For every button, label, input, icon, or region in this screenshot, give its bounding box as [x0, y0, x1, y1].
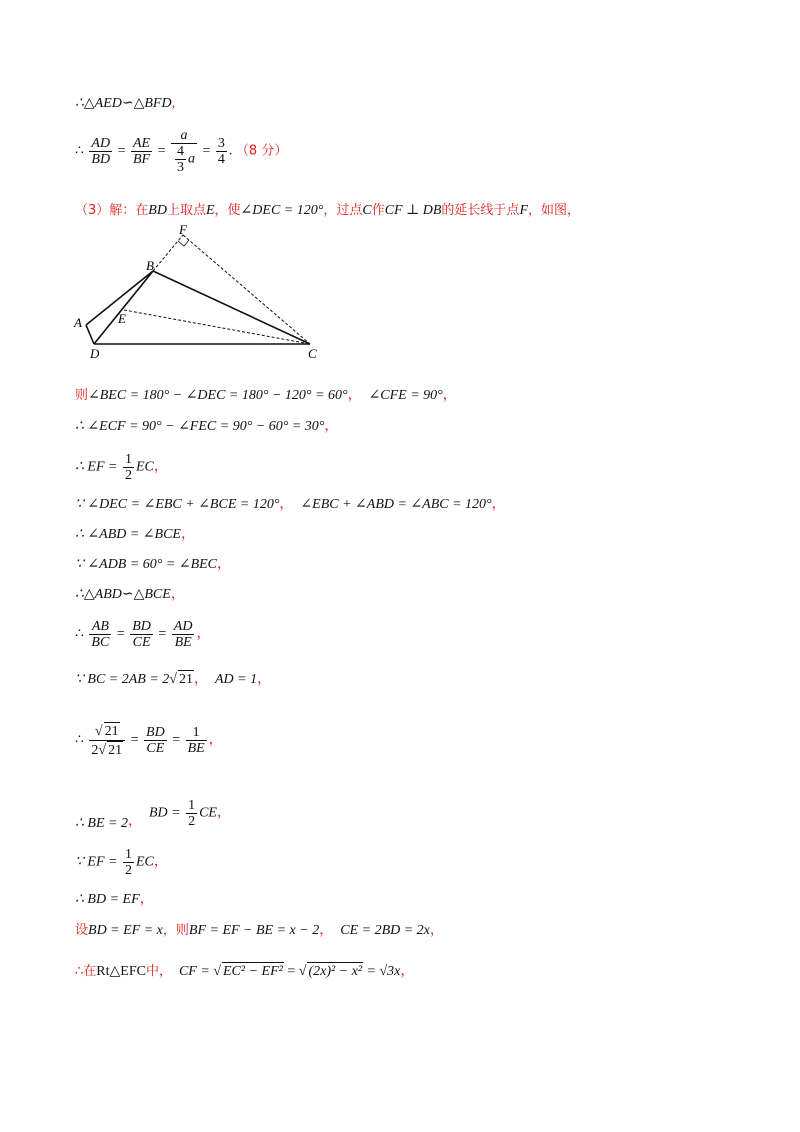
- numerator: a: [171, 128, 197, 144]
- text: 则: [75, 388, 89, 403]
- therefore-symbol: ∴: [75, 143, 84, 159]
- denominator: 4: [217, 152, 225, 167]
- line-part3-intro: [75, 202, 580, 220]
- punct: ，: [170, 587, 185, 602]
- punct: ，: [319, 923, 334, 938]
- math: Rt△EFC: [96, 964, 146, 979]
- fraction: [186, 798, 197, 829]
- punct: ，: [217, 557, 232, 572]
- math: BD: [148, 203, 167, 218]
- segment-FC-dashed: [183, 235, 310, 344]
- fraction: [89, 619, 111, 650]
- text: 设: [75, 923, 89, 938]
- punct: ,: [171, 96, 176, 111]
- math: EC: [135, 459, 154, 475]
- nested-fraction: [175, 144, 186, 175]
- math: =: [287, 964, 296, 979]
- math: ∵ ∠DEC = ∠EBC + ∠BCE = 120°: [75, 497, 280, 512]
- punct: ，: [193, 672, 208, 687]
- text: 上取点: [166, 203, 206, 218]
- segment-DB: [94, 271, 153, 344]
- fraction: [186, 725, 207, 756]
- therefore-symbol: ∴: [75, 732, 84, 748]
- label-A: A: [74, 315, 82, 330]
- numerator: √ 21: [89, 722, 125, 741]
- math: ∠EBC + ∠ABD = ∠ABC = 120°: [300, 497, 492, 512]
- line-ratio-1: ∴ $\frac{AD}{BD}$ = $\frac{AE}{BF}$ = a $\frac{4}{3}$ a = $\frac{3}{4}$ . （8 分）: [75, 128, 288, 175]
- text: ，使: [214, 203, 241, 218]
- math: CE: [199, 805, 217, 821]
- punct: .: [228, 143, 233, 159]
- numerator: 3: [217, 136, 225, 151]
- fraction: [172, 619, 195, 650]
- text: ，过点: [323, 203, 363, 218]
- math: BF = EF − BE = x − 2: [188, 923, 320, 938]
- punct: ，: [153, 854, 168, 870]
- math: ∠BEC = 180° − ∠DEC = 180° − 120° = 60°: [88, 388, 348, 403]
- line-ef-half-ec-2: [75, 847, 168, 878]
- radicand: (2x)² − x²: [308, 964, 363, 979]
- label-E: E: [118, 311, 126, 326]
- math: CF =: [178, 964, 210, 979]
- right-angle-mark: [178, 240, 189, 246]
- numerator: AB: [89, 619, 111, 635]
- denominator: CE: [132, 635, 151, 650]
- punct: ，: [347, 388, 362, 403]
- text: ，如图，: [528, 203, 581, 218]
- text: 中，: [145, 964, 172, 979]
- math: BD =: [148, 805, 181, 821]
- math: ∠CFE = 90°: [368, 388, 443, 403]
- line-ef-half-ec: [75, 452, 168, 483]
- denominator: 3: [177, 160, 185, 175]
- numerator: 1: [124, 452, 132, 467]
- segment-AD: [86, 325, 94, 344]
- label-F: F: [179, 222, 187, 237]
- punct: ，: [139, 892, 154, 907]
- fraction: [130, 619, 153, 650]
- punct: ，: [153, 459, 168, 475]
- numerator: 1: [188, 798, 196, 813]
- line-similar-1: [75, 95, 175, 113]
- denominator: BE: [174, 635, 192, 650]
- text: 作: [371, 203, 385, 218]
- fraction: [89, 136, 112, 167]
- math: ∴ BD = EF: [75, 892, 140, 907]
- text: 的延长线于点: [441, 203, 520, 218]
- denominator: [171, 144, 197, 175]
- line-be-value: [75, 798, 231, 829]
- math: ∴ EF =: [75, 459, 118, 475]
- radicand: 21: [108, 743, 123, 758]
- text: （3）解：在: [75, 203, 149, 218]
- text: ，则: [162, 923, 189, 938]
- math: ∵ BC = 2AB = 2: [75, 672, 170, 687]
- line-bc-value: [75, 670, 271, 689]
- math: ∠DEC = 120°: [240, 203, 324, 218]
- punct: ，: [279, 497, 294, 512]
- math: F: [519, 203, 528, 218]
- math: EC: [135, 854, 154, 870]
- math: BD = EF = x: [88, 923, 163, 938]
- punct: ，: [257, 672, 272, 687]
- fraction: [123, 847, 134, 878]
- math: ∴ BE = 2: [75, 815, 128, 831]
- math: ∴ ∠ECF = 90° − ∠FEC = 90° − 60° = 30°: [75, 419, 325, 434]
- fraction: [216, 136, 227, 167]
- punct: ，: [216, 805, 231, 821]
- therefore-symbol: ∴: [75, 626, 84, 642]
- numerator: 4: [177, 144, 185, 159]
- denominator: 2: [124, 863, 132, 878]
- numerator: AD: [173, 619, 193, 634]
- radical: √ EC² − EF²: [213, 964, 283, 979]
- score-note: （8 分）: [235, 143, 288, 159]
- math: C: [362, 203, 372, 218]
- math: AD = 1: [214, 672, 258, 687]
- math-text: ∴△AED∽△BFD: [75, 96, 172, 111]
- fraction: [123, 452, 134, 483]
- numerator: AE: [133, 136, 151, 151]
- coefficient: 2: [91, 743, 99, 758]
- segment-BF-dashed: [153, 235, 183, 271]
- numerator: 1: [124, 847, 132, 862]
- punct: ，: [180, 527, 195, 542]
- math: = √3x: [366, 964, 401, 979]
- denominator: 2: [124, 468, 132, 483]
- numerator: BD: [132, 619, 151, 634]
- segment-EC-dashed: [124, 310, 310, 344]
- geometry-figure: [70, 222, 330, 362]
- variable: a: [188, 151, 196, 167]
- line-bd-eq-ef: [75, 891, 154, 909]
- line-angle-abd: [75, 526, 195, 544]
- radical: √ 21: [169, 672, 193, 687]
- math: E: [205, 203, 215, 218]
- math: ∵ EF =: [75, 854, 118, 870]
- line-angle-ecf: [75, 418, 338, 436]
- text: ∴在: [75, 964, 97, 979]
- radical: √ (2x)² − x²: [298, 964, 363, 979]
- line-let-x: [75, 922, 444, 940]
- punct: ，: [127, 813, 142, 829]
- fraction: [89, 722, 125, 759]
- radicand: 21: [104, 724, 119, 739]
- punct: ，: [429, 923, 444, 938]
- line-cf-value: [75, 962, 414, 981]
- denominator: 2: [188, 814, 196, 829]
- punct: ，: [442, 388, 457, 403]
- fraction: [171, 128, 197, 175]
- numerator: AD: [91, 136, 111, 151]
- punct: ，: [208, 732, 223, 748]
- denominator: BD: [91, 152, 111, 167]
- radicand: 21: [178, 672, 193, 687]
- fraction: [144, 725, 167, 756]
- line-angle-adb: [75, 556, 231, 574]
- numerator: BD: [146, 725, 165, 740]
- radicand: EC² − EF²: [223, 964, 283, 979]
- math: ∴ ∠ABD = ∠BCE: [75, 527, 181, 542]
- punct: ，: [324, 419, 339, 434]
- line-ratio-3: ∴ $\frac{√ 21}{2√ 21}$ = $\frac{BD}{CE}$ = $\frac{1}{BE}$ ，: [75, 724, 223, 758]
- math: ∵ ∠ADB = 60° = ∠BEC: [75, 557, 218, 572]
- math: ∴△ABD∽△BCE: [75, 587, 171, 602]
- segment-BC: [153, 271, 310, 344]
- denominator: BC: [91, 635, 110, 650]
- line-similar-2: [75, 586, 185, 604]
- math: CE = 2BD = 2x: [340, 923, 430, 938]
- punct: ，: [491, 497, 506, 512]
- denominator: BE: [187, 741, 205, 756]
- denominator: BF: [133, 152, 151, 167]
- label-B: B: [146, 258, 154, 273]
- denominator: 2√ 21: [91, 743, 123, 758]
- fraction: [131, 136, 152, 167]
- line-ratio-2: ∴ $\frac{AB}{BC}$ = $\frac{BD}{CE}$ = $\frac{AD}{BE}$ ，: [75, 619, 211, 650]
- punct: ，: [196, 626, 211, 642]
- line-angle-bec: [75, 387, 457, 405]
- label-C: C: [308, 346, 317, 361]
- math: CF ⊥ DB: [384, 203, 442, 218]
- line-angle-dec: [75, 496, 506, 514]
- label-D: D: [90, 346, 100, 361]
- numerator: 1: [186, 725, 207, 741]
- punct: ，: [400, 964, 415, 979]
- denominator: CE: [146, 741, 165, 756]
